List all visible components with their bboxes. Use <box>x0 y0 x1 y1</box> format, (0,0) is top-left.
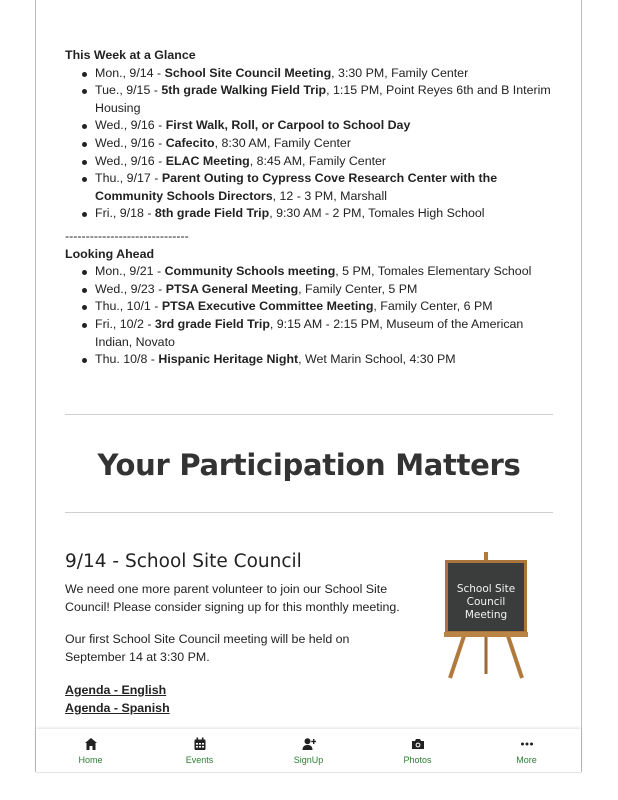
agenda-spanish-link[interactable]: Agenda - Spanish <box>65 701 170 715</box>
text-divider: ------------------------------ <box>65 228 189 243</box>
chalkboard-easel-image <box>440 550 532 680</box>
chalkboard-line-1: School Site <box>456 583 516 595</box>
list-item: Mon., 9/14 - School Site Council Meeting, 3:30 PM, Family Center <box>79 65 555 83</box>
nav-events[interactable] <box>160 737 240 765</box>
list-item: Thu., 9/17 - Parent Outing to Cypress Cove Research Center with the Community Schools Directors, 12 - 3 PM, Marshall <box>79 170 555 205</box>
list-item: Wed., 9/23 - PTSA General Meeting, Family Center, 5 PM <box>79 281 555 299</box>
list-item: Fri., 9/18 - 8th grade Field Trip, 9:30 AM - 2 PM, Tomales High School <box>79 205 555 223</box>
nav-signup[interactable] <box>269 737 349 765</box>
section-divider-bottom <box>65 512 553 513</box>
nav-home[interactable] <box>51 737 131 765</box>
list-item: Wed., 9/16 - Cafecito, 8:30 AM, Family Center <box>79 135 555 153</box>
glance-heading: This Week at a Glance <box>65 48 196 62</box>
list-item: Mon., 9/21 - Community Schools meeting, 5 PM, Tomales Elementary School <box>79 263 555 281</box>
chalkboard-line-2: Council <box>466 596 506 608</box>
more-dots-icon <box>520 737 534 751</box>
nav-more[interactable] <box>487 737 567 765</box>
chalkboard-easel-graphic <box>440 550 532 680</box>
nav-photos[interactable] <box>378 737 458 765</box>
nav-signup-label: SignUp <box>293 754 324 765</box>
list-item: Thu., 10/1 - PTSA Executive Committee Meeting, Family Center, 6 PM <box>79 298 555 316</box>
agenda-english-link[interactable]: Agenda - English <box>65 683 167 697</box>
ahead-heading: Looking Ahead <box>65 246 155 261</box>
list-item: Wed., 9/16 - ELAC Meeting, 8:45 AM, Family Center <box>79 153 555 171</box>
page-frame-left <box>35 0 36 772</box>
list-item: Tue., 9/15 - 5th grade Walking Field Trip, 1:15 PM, Point Reyes 6th and B Interim Housing <box>79 82 555 117</box>
glance-list <box>79 65 555 223</box>
page-frame-right <box>581 0 582 772</box>
council-paragraph-1: We need one more parent volunteer to join our School Site Council! Please consider signing up for this monthly meeting. <box>65 582 400 614</box>
page-bottom-border <box>36 772 581 773</box>
ahead-list <box>79 263 555 369</box>
section-divider-top <box>65 414 553 415</box>
list-item: Fri., 10/2 - 3rd grade Field Trip, 9:15 AM - 2:15 PM, Museum of the American Indian, Novato <box>79 316 555 351</box>
council-paragraph-2: Our first School Site Council meeting will be held on September 14 at 3:30 PM. <box>65 632 350 664</box>
nav-more-label: More <box>516 754 537 765</box>
newsletter-content <box>65 47 555 369</box>
list-item: Wed., 9/16 - First Walk, Roll, or Carpool to School Day <box>79 117 555 135</box>
chalkboard-line-3: Meeting <box>464 609 508 621</box>
home-icon <box>84 737 98 751</box>
camera-icon <box>411 737 425 751</box>
nav-photos-label: Photos <box>403 754 432 765</box>
council-heading: 9/14 - School Site Council <box>65 551 302 572</box>
list-item: Thu. 10/8 - Hispanic Heritage Night, Wet Marin School, 4:30 PM <box>79 351 555 369</box>
calendar-icon <box>193 737 207 751</box>
participation-title: Your Participation Matters <box>97 448 521 482</box>
nav-home-label: Home <box>78 754 103 765</box>
bottom-nav-bar <box>36 729 581 772</box>
add-user-icon <box>302 737 316 751</box>
nav-events-label: Events <box>185 754 214 765</box>
